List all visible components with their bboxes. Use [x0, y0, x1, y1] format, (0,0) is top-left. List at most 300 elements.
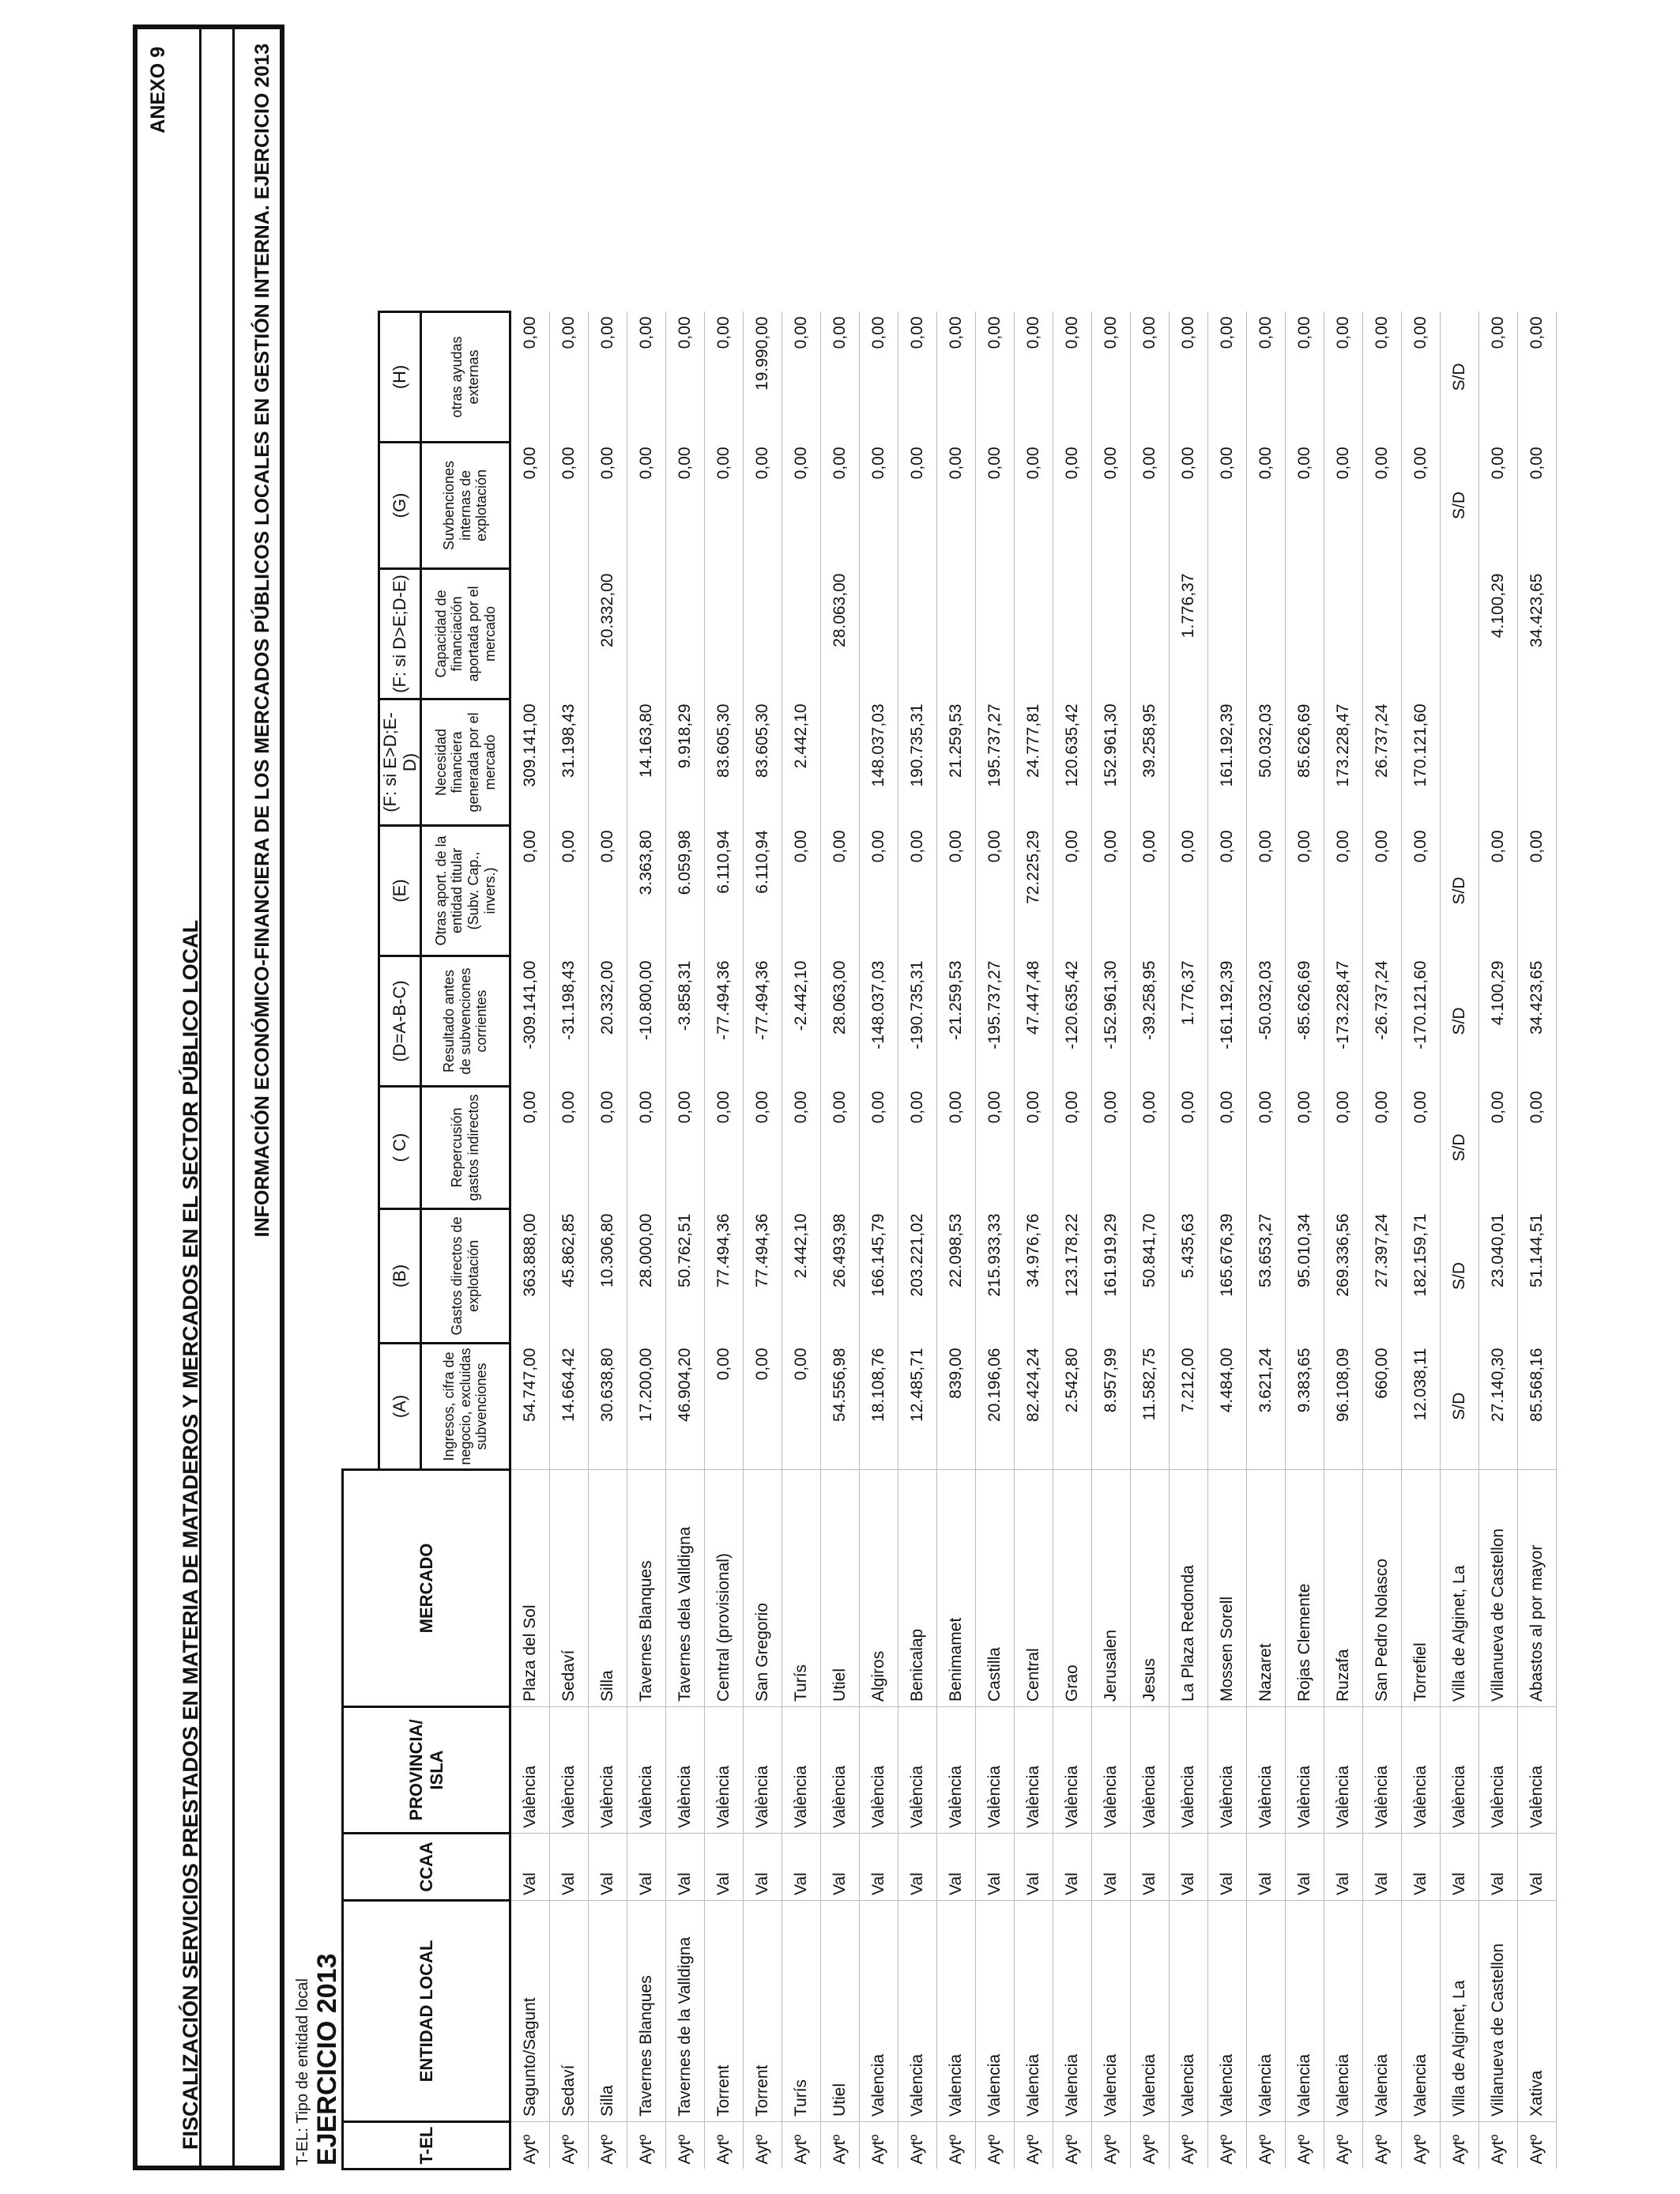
cell-provincia: València — [1402, 1707, 1441, 1834]
cell-capacidad — [898, 569, 937, 699]
cell-entidad: Valencia — [1208, 1901, 1247, 2122]
cell-mercado: Sedaví — [550, 1470, 589, 1707]
cell-ccaa: Val — [821, 1834, 860, 1901]
cell-capacidad — [705, 569, 744, 699]
cell-gastos-directos: 22.098,53 — [937, 1209, 976, 1344]
cell-tel: Aytº — [1208, 2122, 1247, 2169]
cell-ingresos: 0,00 — [744, 1344, 782, 1470]
col-c-letter: ( C) — [379, 1087, 421, 1209]
cell-mercado: Mossen Sorell — [1208, 1470, 1247, 1707]
cell-ccaa: Val — [782, 1834, 821, 1901]
cell-repercusion: 0,00 — [589, 1087, 627, 1209]
cell-ingresos: 54.747,00 — [510, 1344, 550, 1470]
cell-mercado: Villanueva de Castellon — [1479, 1470, 1518, 1707]
table-row — [1131, 312, 1170, 2169]
cell-otras-ayudas: 0,00 — [1402, 312, 1441, 443]
cell-repercusion: 0,00 — [860, 1087, 898, 1209]
table-row — [1170, 312, 1208, 2169]
cell-provincia: València — [1208, 1707, 1247, 1834]
cell-mercado: La Plaza Redonda — [1170, 1470, 1208, 1707]
cell-provincia: València — [705, 1707, 744, 1834]
cell-capacidad — [1208, 569, 1247, 699]
cell-otras-aport: 0,00 — [589, 826, 627, 956]
cell-otras-ayudas: 0,00 — [1518, 312, 1557, 443]
cell-tel: Aytº — [744, 2122, 782, 2169]
cell-mercado: San Gregorio — [744, 1470, 782, 1707]
table-row — [1247, 312, 1286, 2169]
cell-provincia: València — [744, 1707, 782, 1834]
cell-necesidad: 14.163,80 — [627, 699, 666, 826]
cell-necesidad: 9.918,29 — [666, 699, 705, 826]
cell-ccaa: Val — [744, 1834, 782, 1901]
cell-capacidad — [1402, 569, 1441, 699]
cell-mercado: Plaza del Sol — [510, 1470, 550, 1707]
table-row — [705, 312, 744, 2169]
cell-ccaa: Val — [705, 1834, 744, 1901]
cell-resultado: -31.198,43 — [550, 956, 589, 1087]
cell-resultado: S/D — [1441, 956, 1479, 1087]
cell-subvenciones: 0,00 — [976, 443, 1015, 569]
cell-subvenciones: 0,00 — [1170, 443, 1208, 569]
cell-repercusion: 0,00 — [1479, 1087, 1518, 1209]
cell-otras-aport: 0,00 — [1131, 826, 1170, 956]
table-row — [1402, 312, 1441, 2169]
cell-capacidad: 4.100,29 — [1479, 569, 1518, 699]
cell-mercado: Jerusalen — [1092, 1470, 1131, 1707]
cell-entidad: Villanueva de Castellon — [1479, 1901, 1518, 2122]
cell-ingresos: 0,00 — [705, 1344, 744, 1470]
cell-gastos-directos: 27.397,24 — [1363, 1209, 1402, 1344]
cell-ingresos: 82.424,24 — [1015, 1344, 1053, 1470]
cell-gastos-directos: 269.336,56 — [1324, 1209, 1363, 1344]
cell-otras-ayudas: 0,00 — [666, 312, 705, 443]
cell-necesidad — [1441, 699, 1479, 826]
cell-ccaa: Val — [666, 1834, 705, 1901]
cell-repercusion: 0,00 — [976, 1087, 1015, 1209]
cell-mercado: Rojas Clemente — [1286, 1470, 1324, 1707]
cell-mercado: Grao — [1053, 1470, 1092, 1707]
cell-otras-ayudas: 0,00 — [898, 312, 937, 443]
cell-resultado: -21.259,53 — [937, 956, 976, 1087]
cell-provincia: València — [1479, 1707, 1518, 1834]
cell-resultado: 4.100,29 — [1479, 956, 1518, 1087]
table-row — [1479, 312, 1518, 2169]
table-row — [1053, 312, 1092, 2169]
cell-ccaa: Val — [589, 1834, 627, 1901]
cell-ingresos: 4.484,00 — [1208, 1344, 1247, 1470]
cell-entidad: Valencia — [1363, 1901, 1402, 2122]
cell-ccaa: Val — [1363, 1834, 1402, 1901]
cell-capacidad — [510, 569, 550, 699]
cell-otras-aport: 6.110,94 — [705, 826, 744, 956]
cell-ccaa: Val — [1208, 1834, 1247, 1901]
col-ccaa: CCAA — [343, 1834, 510, 1901]
cell-otras-ayudas: 0,00 — [1363, 312, 1402, 443]
cell-gastos-directos: S/D — [1441, 1209, 1479, 1344]
cell-repercusion: 0,00 — [1324, 1087, 1363, 1209]
cell-resultado: -195.737,27 — [976, 956, 1015, 1087]
cell-capacidad: 34.423,65 — [1518, 569, 1557, 699]
cell-otras-ayudas: 0,00 — [1131, 312, 1170, 443]
cell-tel: Aytº — [821, 2122, 860, 2169]
cell-gastos-directos: 50.841,70 — [1131, 1209, 1170, 1344]
cell-resultado: 1.776,37 — [1170, 956, 1208, 1087]
cell-ingresos: 12.038,11 — [1402, 1344, 1441, 1470]
cell-mercado: Turís — [782, 1470, 821, 1707]
cell-resultado: 34.423,65 — [1518, 956, 1557, 1087]
cell-tel: Aytº — [860, 2122, 898, 2169]
cell-ingresos: 11.582,75 — [1131, 1344, 1170, 1470]
cell-necesidad: 83.605,30 — [705, 699, 744, 826]
cell-repercusion: 0,00 — [1015, 1087, 1053, 1209]
cell-mercado: Algiros — [860, 1470, 898, 1707]
cell-otras-aport: 6.110,94 — [744, 826, 782, 956]
cell-mercado: Torrefiel — [1402, 1470, 1441, 1707]
cell-mercado: Silla — [589, 1470, 627, 1707]
cell-provincia: València — [1053, 1707, 1092, 1834]
cell-tel: Aytº — [550, 2122, 589, 2169]
col-f2-letter: (F: si D>E;D-E) — [379, 569, 421, 699]
cell-gastos-directos: 26.493,98 — [821, 1209, 860, 1344]
cell-tel: Aytº — [1247, 2122, 1286, 2169]
cell-subvenciones: 0,00 — [1015, 443, 1053, 569]
cell-otras-aport: 0,00 — [860, 826, 898, 956]
cell-otras-aport: S/D — [1441, 826, 1479, 956]
col-mercado: MERCADO — [343, 1470, 510, 1707]
cell-ccaa: Val — [1015, 1834, 1053, 1901]
cell-capacidad — [744, 569, 782, 699]
cell-otras-ayudas: 0,00 — [705, 312, 744, 443]
table-row — [782, 312, 821, 2169]
col-tel: T-EL — [343, 2122, 510, 2169]
cell-entidad: Sedaví — [550, 1901, 589, 2122]
table-row — [976, 312, 1015, 2169]
table-row — [744, 312, 782, 2169]
cell-provincia: València — [937, 1707, 976, 1834]
cell-gastos-directos: 28.000,00 — [627, 1209, 666, 1344]
cell-gastos-directos: 23.040,01 — [1479, 1209, 1518, 1344]
cell-ccaa: Val — [1518, 1834, 1557, 1901]
cell-ingresos: 96.108,09 — [1324, 1344, 1363, 1470]
cell-resultado: -85.626,69 — [1286, 956, 1324, 1087]
cell-otras-ayudas: S/D — [1441, 312, 1479, 443]
cell-otras-ayudas: 0,00 — [1247, 312, 1286, 443]
cell-otras-aport: 0,00 — [510, 826, 550, 956]
cell-resultado: -3.858,31 — [666, 956, 705, 1087]
cell-subvenciones: 0,00 — [589, 443, 627, 569]
cell-entidad: Valencia — [860, 1901, 898, 2122]
cell-subvenciones: 0,00 — [937, 443, 976, 569]
cell-otras-ayudas: 0,00 — [860, 312, 898, 443]
cell-gastos-directos: 123.178,22 — [1053, 1209, 1092, 1344]
cell-provincia: València — [1131, 1707, 1170, 1834]
cell-repercusion: 0,00 — [937, 1087, 976, 1209]
table-body — [510, 312, 1557, 2169]
cell-resultado: 47.447,48 — [1015, 956, 1053, 1087]
cell-otras-ayudas: 0,00 — [1479, 312, 1518, 443]
cell-tel: Aytº — [627, 2122, 666, 2169]
cell-gastos-directos: 5.435,63 — [1170, 1209, 1208, 1344]
cell-necesidad: 190.735,31 — [898, 699, 937, 826]
cell-repercusion: 0,00 — [1092, 1087, 1131, 1209]
cell-entidad: Valencia — [1015, 1901, 1053, 2122]
col-a-desc: Ingresos, cifra de negocio, excluidas subvenciones — [421, 1344, 510, 1470]
cell-otras-aport: 72.225,29 — [1015, 826, 1053, 956]
cell-entidad: Villa de Alginet, La — [1441, 1901, 1479, 2122]
cell-resultado: -173.228,47 — [1324, 956, 1363, 1087]
legend: T-EL: Tipo de entidad local — [294, 1978, 311, 2166]
cell-gastos-directos: 166.145,79 — [860, 1209, 898, 1344]
cell-repercusion: 0,00 — [1053, 1087, 1092, 1209]
cell-necesidad — [589, 699, 627, 826]
cell-otras-ayudas: 19.990,00 — [744, 312, 782, 443]
cell-tel: Aytº — [1170, 2122, 1208, 2169]
cell-capacidad — [1441, 569, 1479, 699]
table-row — [1092, 312, 1131, 2169]
cell-subvenciones: 0,00 — [1518, 443, 1557, 569]
cell-otras-aport: 0,00 — [1518, 826, 1557, 956]
cell-repercusion: 0,00 — [898, 1087, 937, 1209]
cell-capacidad — [1247, 569, 1286, 699]
cell-ingresos: 20.196,06 — [976, 1344, 1015, 1470]
cell-repercusion: 0,00 — [1363, 1087, 1402, 1209]
col-f2-desc: Capacidad de financiación aportada por el mercado — [421, 569, 510, 699]
cell-capacidad — [1324, 569, 1363, 699]
cell-tel: Aytº — [1441, 2122, 1479, 2169]
cell-otras-aport: 0,00 — [1208, 826, 1247, 956]
table-row — [1015, 312, 1053, 2169]
cell-mercado: Benicalap — [898, 1470, 937, 1707]
cell-gastos-directos: 215.933,33 — [976, 1209, 1015, 1344]
cell-necesidad: 26.737,24 — [1363, 699, 1402, 826]
cell-entidad: Valencia — [1247, 1901, 1286, 2122]
header-spacer — [343, 312, 379, 1470]
cell-necesidad: 148.037,03 — [860, 699, 898, 826]
cell-capacidad — [782, 569, 821, 699]
cell-necesidad: 24.777,81 — [1015, 699, 1053, 826]
markets-table — [341, 311, 1557, 2170]
cell-provincia: València — [1015, 1707, 1053, 1834]
cell-ingresos: 18.108,76 — [860, 1344, 898, 1470]
table-row — [1518, 312, 1557, 2169]
cell-resultado: -26.737,24 — [1363, 956, 1402, 1087]
cell-resultado: -77.494,36 — [744, 956, 782, 1087]
cell-resultado: -148.037,03 — [860, 956, 898, 1087]
header-box — [133, 25, 284, 2170]
cell-necesidad: 309.141,00 — [510, 699, 550, 826]
cell-capacidad — [860, 569, 898, 699]
cell-capacidad — [1131, 569, 1170, 699]
cell-mercado: Abastos al por mayor — [1518, 1470, 1557, 1707]
cell-ccaa: Val — [937, 1834, 976, 1901]
cell-provincia: València — [510, 1707, 550, 1834]
cell-ingresos: 0,00 — [782, 1344, 821, 1470]
cell-resultado: -120.635,42 — [1053, 956, 1092, 1087]
cell-mercado: Castilla — [976, 1470, 1015, 1707]
cell-subvenciones: 0,00 — [782, 443, 821, 569]
cell-mercado: Ruzafa — [1324, 1470, 1363, 1707]
cell-subvenciones: S/D — [1441, 443, 1479, 569]
cell-ingresos: 660,00 — [1363, 1344, 1402, 1470]
cell-gastos-directos: 182.159,71 — [1402, 1209, 1441, 1344]
cell-subvenciones: 0,00 — [898, 443, 937, 569]
cell-gastos-directos: 53.653,27 — [1247, 1209, 1286, 1344]
cell-provincia: València — [550, 1707, 589, 1834]
cell-resultado: -161.192,39 — [1208, 956, 1247, 1087]
col-h-letter: (H) — [379, 312, 421, 443]
cell-mercado: Tavernes Blanques — [627, 1470, 666, 1707]
col-e-desc: Otras aport. de la entidad titular (Subv. Cap., invers.) — [421, 826, 510, 956]
cell-ingresos: 54.556,98 — [821, 1344, 860, 1470]
cell-ingresos: 30.638,80 — [589, 1344, 627, 1470]
cell-subvenciones: 0,00 — [744, 443, 782, 569]
col-c-desc: Repercusión gastos indirectos — [421, 1087, 510, 1209]
cell-ccaa: Val — [1286, 1834, 1324, 1901]
cell-subvenciones: 0,00 — [1479, 443, 1518, 569]
cell-provincia: València — [627, 1707, 666, 1834]
table-row — [1363, 312, 1402, 2169]
col-g-letter: (G) — [379, 443, 421, 569]
cell-ingresos: 27.140,30 — [1479, 1344, 1518, 1470]
cell-necesidad: 170.121,60 — [1402, 699, 1441, 826]
cell-entidad: Turís — [782, 1901, 821, 2122]
cell-otras-ayudas: 0,00 — [627, 312, 666, 443]
cell-ccaa: Val — [1170, 1834, 1208, 1901]
cell-otras-aport: 0,00 — [1479, 826, 1518, 956]
cell-entidad: Valencia — [1131, 1901, 1170, 2122]
col-d-desc: Resultado antes de subvenciones corrientes — [421, 956, 510, 1087]
cell-mercado: Central (provisional) — [705, 1470, 744, 1707]
cell-subvenciones: 0,00 — [666, 443, 705, 569]
cell-necesidad: 83.605,30 — [744, 699, 782, 826]
cell-capacidad — [550, 569, 589, 699]
cell-resultado: -2.442,10 — [782, 956, 821, 1087]
cell-provincia: València — [666, 1707, 705, 1834]
cell-tel: Aytº — [510, 2122, 550, 2169]
cell-ingresos: 85.568,16 — [1518, 1344, 1557, 1470]
document-title: FISCALIZACIÓN SERVICIOS PRESTADOS EN MATERIA DE MATADEROS Y MERCADOS EN EL SECTOR PÚBLICO LOCAL — [179, 919, 202, 2150]
cell-ccaa: Val — [1479, 1834, 1518, 1901]
cell-otras-ayudas: 0,00 — [782, 312, 821, 443]
cell-repercusion: 0,00 — [1170, 1087, 1208, 1209]
cell-repercusion: 0,00 — [510, 1087, 550, 1209]
cell-otras-aport: 0,00 — [550, 826, 589, 956]
cell-subvenciones: 0,00 — [1053, 443, 1092, 569]
cell-provincia: València — [782, 1707, 821, 1834]
cell-necesidad: 195.737,27 — [976, 699, 1015, 826]
cell-resultado: -309.141,00 — [510, 956, 550, 1087]
cell-subvenciones: 0,00 — [1402, 443, 1441, 569]
col-f1-letter: (F: si E>D;E-D) — [379, 699, 421, 826]
cell-subvenciones: 0,00 — [1092, 443, 1131, 569]
cell-entidad: Valencia — [1324, 1901, 1363, 2122]
col-g-desc: Suvbenciones internas de explotación — [421, 443, 510, 569]
cell-capacidad: 1.776,37 — [1170, 569, 1208, 699]
cell-entidad: Utiel — [821, 1901, 860, 2122]
cell-mercado: Central — [1015, 1470, 1053, 1707]
cell-repercusion: S/D — [1441, 1087, 1479, 1209]
cell-subvenciones: 0,00 — [705, 443, 744, 569]
cell-tel: Aytº — [1324, 2122, 1363, 2169]
cell-ccaa: Val — [898, 1834, 937, 1901]
cell-capacidad: 20.332,00 — [589, 569, 627, 699]
cell-otras-aport: 0,00 — [976, 826, 1015, 956]
table-row — [627, 312, 666, 2169]
cell-resultado: 28.063,00 — [821, 956, 860, 1087]
cell-necesidad: 50.032,03 — [1247, 699, 1286, 826]
cell-capacidad — [1363, 569, 1402, 699]
cell-necesidad: 39.258,95 — [1131, 699, 1170, 826]
cell-otras-ayudas: 0,00 — [1286, 312, 1324, 443]
cell-capacidad — [1286, 569, 1324, 699]
cell-gastos-directos: 45.862,85 — [550, 1209, 589, 1344]
cell-tel: Aytº — [1015, 2122, 1053, 2169]
table-row — [821, 312, 860, 2169]
cell-ccaa: Val — [510, 1834, 550, 1901]
cell-gastos-directos: 50.762,51 — [666, 1209, 705, 1344]
cell-gastos-directos: 51.144,51 — [1518, 1209, 1557, 1344]
cell-entidad: Valencia — [1402, 1901, 1441, 2122]
cell-ccaa: Val — [1092, 1834, 1131, 1901]
cell-provincia: València — [898, 1707, 937, 1834]
cell-tel: Aytº — [1479, 2122, 1518, 2169]
cell-tel: Aytº — [1053, 2122, 1092, 2169]
cell-gastos-directos: 363.888,00 — [510, 1209, 550, 1344]
col-b-letter: (B) — [379, 1209, 421, 1344]
cell-necesidad: 21.259,53 — [937, 699, 976, 826]
cell-provincia: València — [1363, 1707, 1402, 1834]
cell-repercusion: 0,00 — [1247, 1087, 1286, 1209]
table-row — [666, 312, 705, 2169]
cell-necesidad: 173.228,47 — [1324, 699, 1363, 826]
cell-tel: Aytº — [705, 2122, 744, 2169]
cell-resultado: -77.494,36 — [705, 956, 744, 1087]
cell-ingresos: 8.957,99 — [1092, 1344, 1131, 1470]
col-h-desc: otras ayudas externas — [421, 312, 510, 443]
cell-subvenciones: 0,00 — [1363, 443, 1402, 569]
cell-entidad: Torrent — [744, 1901, 782, 2122]
cell-capacidad — [627, 569, 666, 699]
cell-otras-ayudas: 0,00 — [1015, 312, 1053, 443]
cell-provincia: València — [1441, 1707, 1479, 1834]
cell-subvenciones: 0,00 — [1286, 443, 1324, 569]
cell-repercusion: 0,00 — [1208, 1087, 1247, 1209]
col-entidad: ENTIDAD LOCAL — [343, 1901, 510, 2122]
cell-ingresos: 7.212,00 — [1170, 1344, 1208, 1470]
cell-subvenciones: 0,00 — [821, 443, 860, 569]
cell-necesidad: 120.635,42 — [1053, 699, 1092, 826]
cell-necesidad — [1518, 699, 1557, 826]
cell-otras-aport: 0,00 — [1324, 826, 1363, 956]
cell-subvenciones: 0,00 — [1247, 443, 1286, 569]
cell-entidad: Tavernes de la Valldigna — [666, 1901, 705, 2122]
cell-tel: Aytº — [782, 2122, 821, 2169]
cell-otras-aport: 0,00 — [1170, 826, 1208, 956]
table-row — [860, 312, 898, 2169]
cell-necesidad — [1170, 699, 1208, 826]
cell-entidad: Sagunto/Sagunt — [510, 1901, 550, 2122]
cell-ccaa: Val — [1131, 1834, 1170, 1901]
annex-label: ANEXO 9 — [147, 47, 169, 134]
cell-entidad: Tavernes Blanques — [627, 1901, 666, 2122]
cell-entidad: Xativa — [1518, 1901, 1557, 2122]
col-b-desc: Gastos directos de explotación — [421, 1209, 510, 1344]
cell-entidad: Valencia — [937, 1901, 976, 2122]
cell-provincia: València — [1092, 1707, 1131, 1834]
cell-otras-ayudas: 0,00 — [550, 312, 589, 443]
cell-otras-ayudas: 0,00 — [1053, 312, 1092, 443]
cell-mercado: Utiel — [821, 1470, 860, 1707]
